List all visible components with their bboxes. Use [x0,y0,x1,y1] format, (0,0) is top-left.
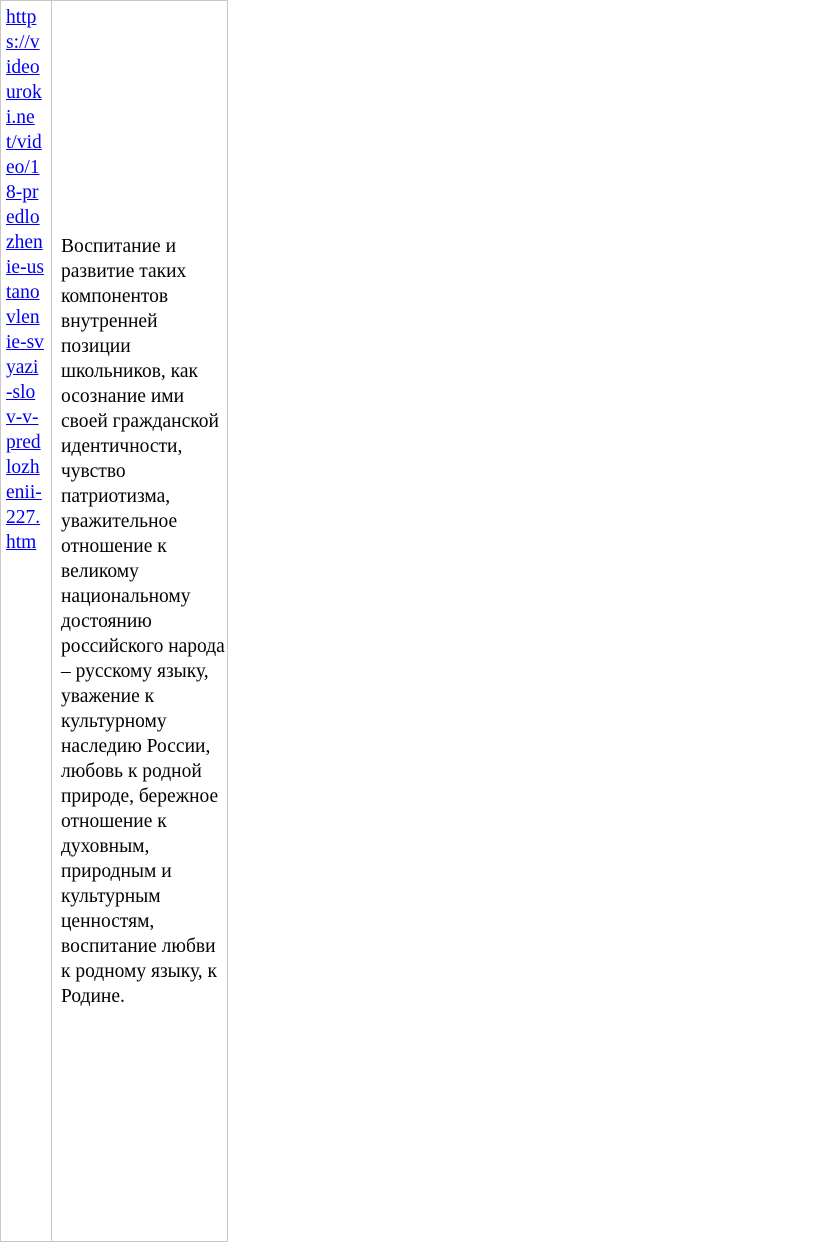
resource-link[interactable]: https://videouroki.net/video/18-predlozhenie-ustanovlenie-svyazi-slov-v-predlozhenii-227.htm [6,7,44,553]
content-table [0,0,228,1242]
description-text: Воспитание и развитие таких компонентов внутренней позиции школьников, как осознание ими своей гражданской идентичности, чувство патриотизма, уважительное отношение к великому национальному достоянию российского народа – русскому языку, уважение к культурному наследию России, любовь к родной природе, бережное отношение к духовным, природным и культурным ценностям, воспитание любви к родному языку, к Родине. [61,235,225,1007]
description-cell [52,1,228,1242]
table-row [1,1,228,1242]
link-cell [1,1,52,1242]
